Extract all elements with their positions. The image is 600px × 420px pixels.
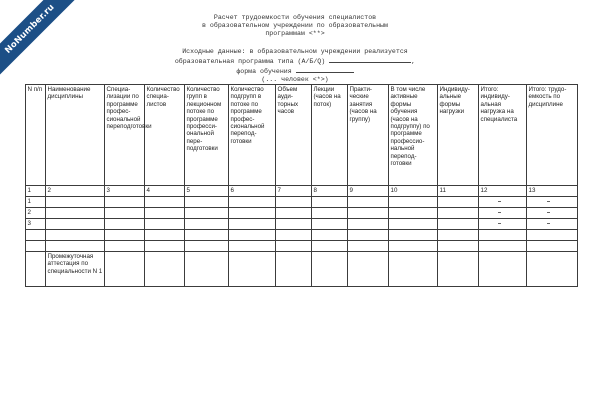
table-cell [527, 219, 578, 230]
table-cell [145, 208, 185, 219]
dash-mark [498, 201, 501, 202]
header-cell: N п/п [26, 85, 46, 186]
table-cell [105, 241, 145, 252]
column-number: 5 [185, 186, 229, 197]
table-cell [479, 230, 527, 241]
table-cell [389, 219, 438, 230]
table-cell [276, 241, 312, 252]
column-number: 12 [479, 186, 527, 197]
header-cell: Объем аудиторных часов [276, 85, 312, 186]
table-cell [312, 197, 348, 208]
program-type-blank [329, 56, 411, 63]
table-cell [527, 241, 578, 252]
table-cell [26, 252, 46, 287]
header-row [26, 85, 578, 186]
column-number: 2 [46, 186, 105, 197]
table-cell [479, 241, 527, 252]
table-cell [479, 208, 527, 219]
table-cell [229, 230, 276, 241]
attestation-row [26, 252, 578, 287]
table-cell [185, 197, 229, 208]
table-cell [438, 252, 479, 287]
table-cell [312, 219, 348, 230]
column-number: 13 [527, 186, 578, 197]
form-row [60, 66, 530, 76]
table-cell [229, 252, 276, 287]
header-cell: Лекции (часов на поток) [312, 85, 348, 186]
column-number: 7 [276, 186, 312, 197]
persons-line: (... человек <*>) [261, 76, 329, 83]
table-cell [348, 230, 389, 241]
title-line-1: Расчет трудоемкости обучения специалистов [213, 14, 377, 21]
form-label: форма обучения [236, 68, 292, 75]
column-number: 8 [312, 186, 348, 197]
column-number: 11 [438, 186, 479, 197]
table-row [26, 241, 578, 252]
table-cell [479, 197, 527, 208]
table-cell [348, 208, 389, 219]
title-line-2: в образовательном учреждении по образовательным [202, 22, 388, 29]
table-cell [312, 252, 348, 287]
dash-mark [547, 223, 550, 224]
table-cell [438, 219, 479, 230]
table-cell [105, 252, 145, 287]
table-cell [145, 219, 185, 230]
table-cell [527, 230, 578, 241]
table-cell [527, 197, 578, 208]
table-cell [46, 219, 105, 230]
table-cell [229, 208, 276, 219]
column-number: 10 [389, 186, 438, 197]
table-cell [46, 208, 105, 219]
table-cell [276, 230, 312, 241]
row-number: 3 [26, 219, 46, 230]
table-cell [348, 219, 389, 230]
row-number: 1 [26, 197, 46, 208]
form-blank [296, 66, 354, 73]
table-cell [348, 252, 389, 287]
table-cell [46, 197, 105, 208]
table-cell [389, 197, 438, 208]
table-cell [527, 208, 578, 219]
header-cell: Количество специалистов [145, 85, 185, 186]
row-number: 2 [26, 208, 46, 219]
table-cell [348, 241, 389, 252]
table-row [26, 230, 578, 241]
dash-mark [547, 201, 550, 202]
table-cell [312, 208, 348, 219]
table-cell [276, 219, 312, 230]
table-cell [145, 241, 185, 252]
source-line-1: Исходные данные: в образовательном учреждении реализуется [182, 48, 408, 55]
table-cell [46, 230, 105, 241]
table-cell [105, 208, 145, 219]
header-cell: Специализации по программе профессиональной переподготовки [105, 85, 145, 186]
table-cell [312, 241, 348, 252]
column-number-row [26, 186, 578, 197]
source-line-2-row: образовательная программа типа (А/Б/Q) , [174, 58, 416, 65]
header-cell: В том числе активные формы обучения (часов на подгруппу) по программе профессиональной переподготовки [389, 85, 438, 186]
row-number [26, 241, 46, 252]
table-cell [389, 208, 438, 219]
table-cell [229, 219, 276, 230]
table-cell [229, 197, 276, 208]
table-cell [185, 230, 229, 241]
watermark: NoNumber.ru [0, 0, 80, 79]
header-cell: Наименование дисциплины [46, 85, 105, 186]
table-cell [438, 241, 479, 252]
row-number [26, 230, 46, 241]
table-cell [229, 241, 276, 252]
table-cell [145, 252, 185, 287]
column-number: 4 [145, 186, 185, 197]
table-cell [389, 230, 438, 241]
table-cell [312, 230, 348, 241]
header-cell: Итого: индивидуальная нагрузка на специалиста [479, 85, 527, 186]
table-cell [479, 219, 527, 230]
table-cell [276, 197, 312, 208]
table-cell [389, 252, 438, 287]
document-header [60, 14, 530, 84]
table-row [26, 208, 578, 219]
table-cell [185, 252, 229, 287]
table-cell [389, 241, 438, 252]
table-cell [438, 230, 479, 241]
table-cell [105, 230, 145, 241]
dash-mark [498, 223, 501, 224]
workload-table [25, 84, 578, 287]
attestation-label: Промежуточная аттестация по специальности N 1 [46, 252, 105, 287]
dash-mark [547, 212, 550, 213]
table-row [26, 219, 578, 230]
header-cell: Итого: трудоемкость по дисциплине [527, 85, 578, 186]
table-cell [438, 208, 479, 219]
table-cell [185, 241, 229, 252]
table-cell [276, 252, 312, 287]
header-cell: Индивидуальные формы нагрузки [438, 85, 479, 186]
column-number: 6 [229, 186, 276, 197]
table-cell [185, 219, 229, 230]
column-number: 3 [105, 186, 145, 197]
table-cell [276, 208, 312, 219]
source-line-2: образовательная программа типа (А/Б/Q) [174, 58, 326, 65]
header-cell: Количество подгрупп в потоке по программе профессиональной переподготовки [229, 85, 276, 186]
table-cell [105, 197, 145, 208]
header-cell: Практические занятия (часов на группу) [348, 85, 389, 186]
table-cell [438, 197, 479, 208]
table-cell [479, 252, 527, 287]
table-cell [105, 219, 145, 230]
table-cell [145, 230, 185, 241]
table-cell [348, 197, 389, 208]
table-cell [46, 241, 105, 252]
column-number: 1 [26, 186, 46, 197]
table-row [26, 197, 578, 208]
header-cell: Количество групп в лекционном потоке по программе профессиональной переподготовки [185, 85, 229, 186]
column-number: 9 [348, 186, 389, 197]
table-cell [527, 252, 578, 287]
table-cell [145, 197, 185, 208]
title-line-3: программам <**> [265, 30, 325, 37]
table-cell [185, 208, 229, 219]
dash-mark [498, 212, 501, 213]
